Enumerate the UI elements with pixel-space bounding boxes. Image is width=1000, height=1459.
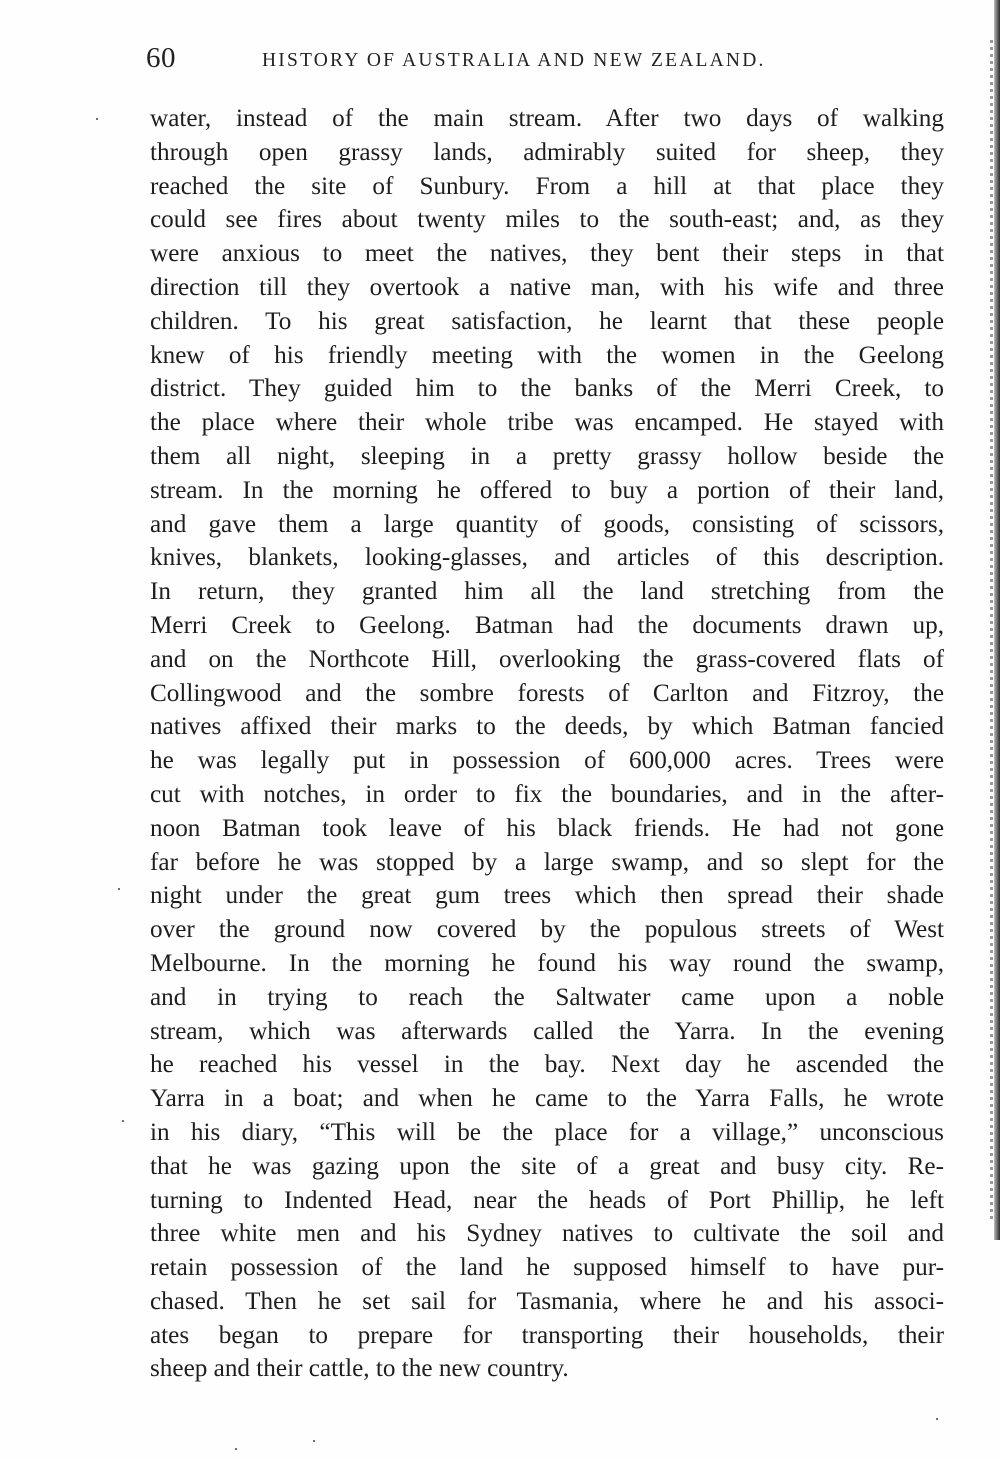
- text-line: chased. Then he set sail for Tasmania, where he and his associ-: [150, 1287, 944, 1315]
- text-line: knives, blankets, looking-glasses, and articles of this description.: [150, 544, 944, 572]
- page-number: 60: [146, 42, 176, 74]
- text-line: In return, they granted him all the land stretching from the: [150, 578, 944, 606]
- text-line: reached the site of Sunbury. From a hill at that place they: [150, 172, 944, 200]
- text-line: cut with notches, in order to fix the boundaries, and in the after-: [150, 780, 944, 808]
- text-line: he was legally put in possession of 600,000 acres. Trees were: [150, 747, 944, 775]
- text-line: Merri Creek to Geelong. Batman had the documents drawn up,: [150, 611, 944, 639]
- text-line: in his diary, “This will be the place for a village,” unconscious: [150, 1118, 944, 1146]
- text-line: and in trying to reach the Saltwater came upon a noble: [150, 983, 944, 1011]
- text-line: through open grassy lands, admirably suited for sheep, they: [150, 138, 944, 166]
- text-line: Melbourne. In the morning he found his way round the swamp,: [150, 949, 944, 977]
- text-line: direction till they overtook a native man, with his wife and three: [150, 273, 944, 301]
- text-line: Yarra in a boat; and when he came to the Yarra Falls, he wrote: [150, 1085, 944, 1113]
- text-line: knew of his friendly meeting with the women in the Geelong: [150, 341, 944, 369]
- scan-speck: [235, 1448, 237, 1450]
- text-line: over the ground now covered by the populous streets of West: [150, 916, 944, 944]
- text-line: and on the Northcote Hill, overlooking the grass-covered flats of: [150, 645, 944, 673]
- text-line: were anxious to meet the natives, they bent their steps in that: [150, 240, 944, 268]
- text-line: far before he was stopped by a large swamp, and so slept for the: [150, 848, 944, 876]
- scan-speck: [936, 1418, 938, 1420]
- text-line: ates began to prepare for transporting their households, their: [150, 1321, 944, 1349]
- text-line: natives affixed their marks to the deeds, by which Batman fancied: [150, 713, 944, 741]
- text-line: retain possession of the land he supposed himself to have pur-: [150, 1254, 944, 1282]
- body-paragraph: [150, 102, 944, 1386]
- text-line: noon Batman took leave of his black friends. He had not gone: [150, 814, 944, 842]
- text-line: stream, which was afterwards called the Yarra. In the evening: [150, 1017, 944, 1045]
- text-line: district. They guided him to the banks of the Merri Creek, to: [150, 375, 944, 403]
- text-line: stream. In the morning he offered to buy a portion of their land,: [150, 476, 944, 504]
- text-line: turning to Indented Head, near the heads of Port Phillip, he left: [150, 1186, 944, 1214]
- text-line: the place where their whole tribe was encamped. He stayed with: [150, 409, 944, 437]
- scan-speck: [96, 118, 98, 120]
- text-line: and gave them a large quantity of goods, consisting of scissors,: [150, 510, 944, 538]
- text-line: Collingwood and the sombre forests of Carlton and Fitzroy, the: [150, 679, 944, 707]
- scan-speck: [122, 1120, 124, 1122]
- text-line: water, instead of the main stream. After two days of walking: [150, 105, 944, 132]
- running-head: HISTORY OF AUSTRALIA AND NEW ZEALAND.: [262, 50, 766, 71]
- page-binding-edge: [994, 0, 1000, 1240]
- text-line: night under the great gum trees which then spread their shade: [150, 882, 944, 910]
- text-line: three white men and his Sydney natives to cultivate the soil and: [150, 1220, 944, 1248]
- text-line: that he was gazing upon the site of a great and busy city. Re-: [150, 1152, 944, 1180]
- text-line: children. To his great satisfaction, he learnt that these people: [150, 307, 944, 335]
- text-line: he reached his vessel in the bay. Next day he ascended the: [150, 1051, 944, 1079]
- page-header: [146, 42, 946, 82]
- text-line: could see fires about twenty miles to the south-east; and, as they: [150, 206, 944, 234]
- text-line: sheep and their cattle, to the new country.: [150, 1355, 569, 1383]
- text-line: them all night, sleeping in a pretty grassy hollow beside the: [150, 442, 944, 470]
- scan-speck: [313, 1440, 315, 1442]
- scan-speck: [118, 888, 120, 890]
